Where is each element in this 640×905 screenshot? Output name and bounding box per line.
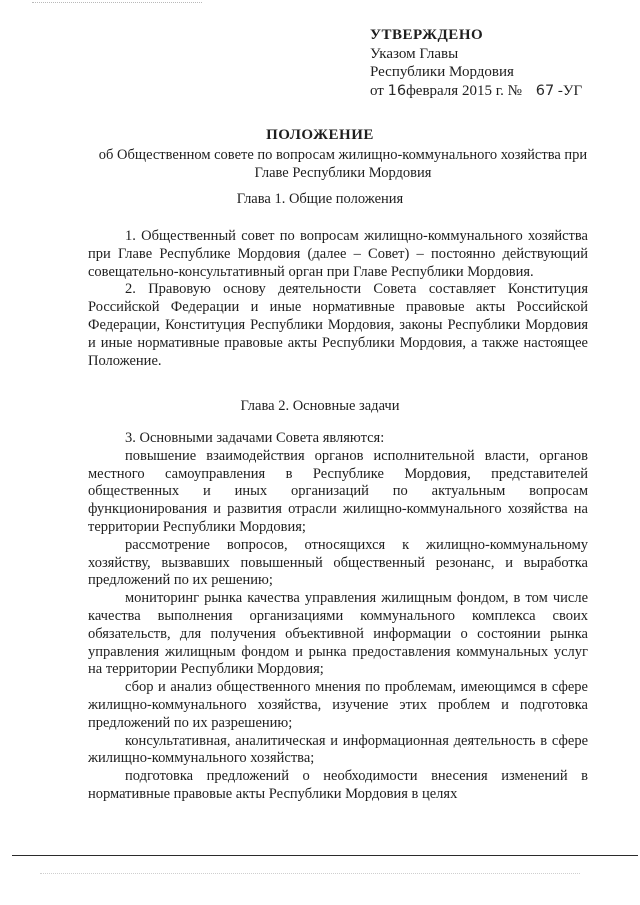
scan-bottom-dots — [40, 873, 580, 874]
scan-top-mark — [32, 2, 202, 5]
list-item: рассмотрение вопросов, относящихся к жилищно-коммунальному хозяйству, вызвавших повышенный общественный резонанс, и выработка предложений по их решению; — [88, 536, 588, 589]
document-title: ПОЛОЖЕНИЕ — [266, 127, 374, 143]
chapter-2-heading: Глава 2. Основные задачи — [240, 398, 400, 414]
approval-date-line — [370, 82, 582, 101]
list-item: подготовка предложений о необходимости внесения изменений в нормативные правовые акты Республики Мордовия в целях — [88, 768, 588, 802]
list-item: повышение взаимодействия органов исполнительной власти, органов местного самоуправления в Республике Мордовия, представителей общественных и иных организаций по актуальным вопросам функционирования и развития отрасли жилищно-коммунального хозяйства на территории Республики Мордовия; — [88, 447, 588, 535]
list-item: консультативная, аналитическая и информационная деятельность в сфере жилищно-коммунального хозяйства; — [88, 732, 588, 767]
date-rest: февраля 2015 г. № — [406, 82, 522, 99]
paragraph: 2. Правовую основу деятельности Совета составляет Конституция Российской Федерации и иные нормативные правовые акты Российской Федерации, Конституция Республики Мордовия, законы Республики Мордовия и иные нормативные правовые акты Республики Мордовия, а также настоящее Положение. — [88, 281, 588, 369]
chapter-1-body — [88, 228, 588, 370]
list-item: мониторинг рынка качества управления жилищным фондом, в том числе качества выполнения организациями коммунального комплекса своих обязательств, для получения объективной информации о состоянии рынка управления жилищным фондом и рынка предоставления коммунальных услуг на территории Республики Мордовия; — [88, 590, 588, 678]
approval-block — [370, 26, 582, 100]
list-item: сбор и анализ общественного мнения по проблемам, имеющимся в сфере жилищно-коммунального хозяйства, изучение этих проблем и подготовка предложений по их разрешению; — [88, 679, 588, 731]
handwritten-day: 16 — [387, 82, 407, 99]
document-subtitle: об Общественном совете по вопросам жилищно-коммунального хозяйства при Главе Республики Мордовия — [98, 147, 588, 181]
paragraph: 3. Основными задачами Совета являются: — [125, 430, 385, 446]
handwritten-number: 67 — [535, 82, 555, 99]
approval-line-1: Указом Главы — [370, 45, 459, 62]
chapter-2-body — [88, 430, 588, 804]
approval-title: УТВЕРЖДЕНО — [370, 27, 484, 43]
scan-bottom-edge — [12, 855, 638, 856]
approval-line-2: Республики Мордовия — [370, 64, 514, 80]
chapter-1-heading: Глава 1. Общие положения — [236, 191, 404, 207]
paragraph: 1. Общественный совет по вопросам жилищно-коммунального хозяйства при Главе Республике Мордовия (далее – Совет) – постоянно действующий совещательно-консультативный орган при Главе Республики Мордовия. — [88, 228, 588, 280]
number-suffix: -УГ — [557, 82, 583, 99]
date-prefix: от — [370, 82, 384, 99]
